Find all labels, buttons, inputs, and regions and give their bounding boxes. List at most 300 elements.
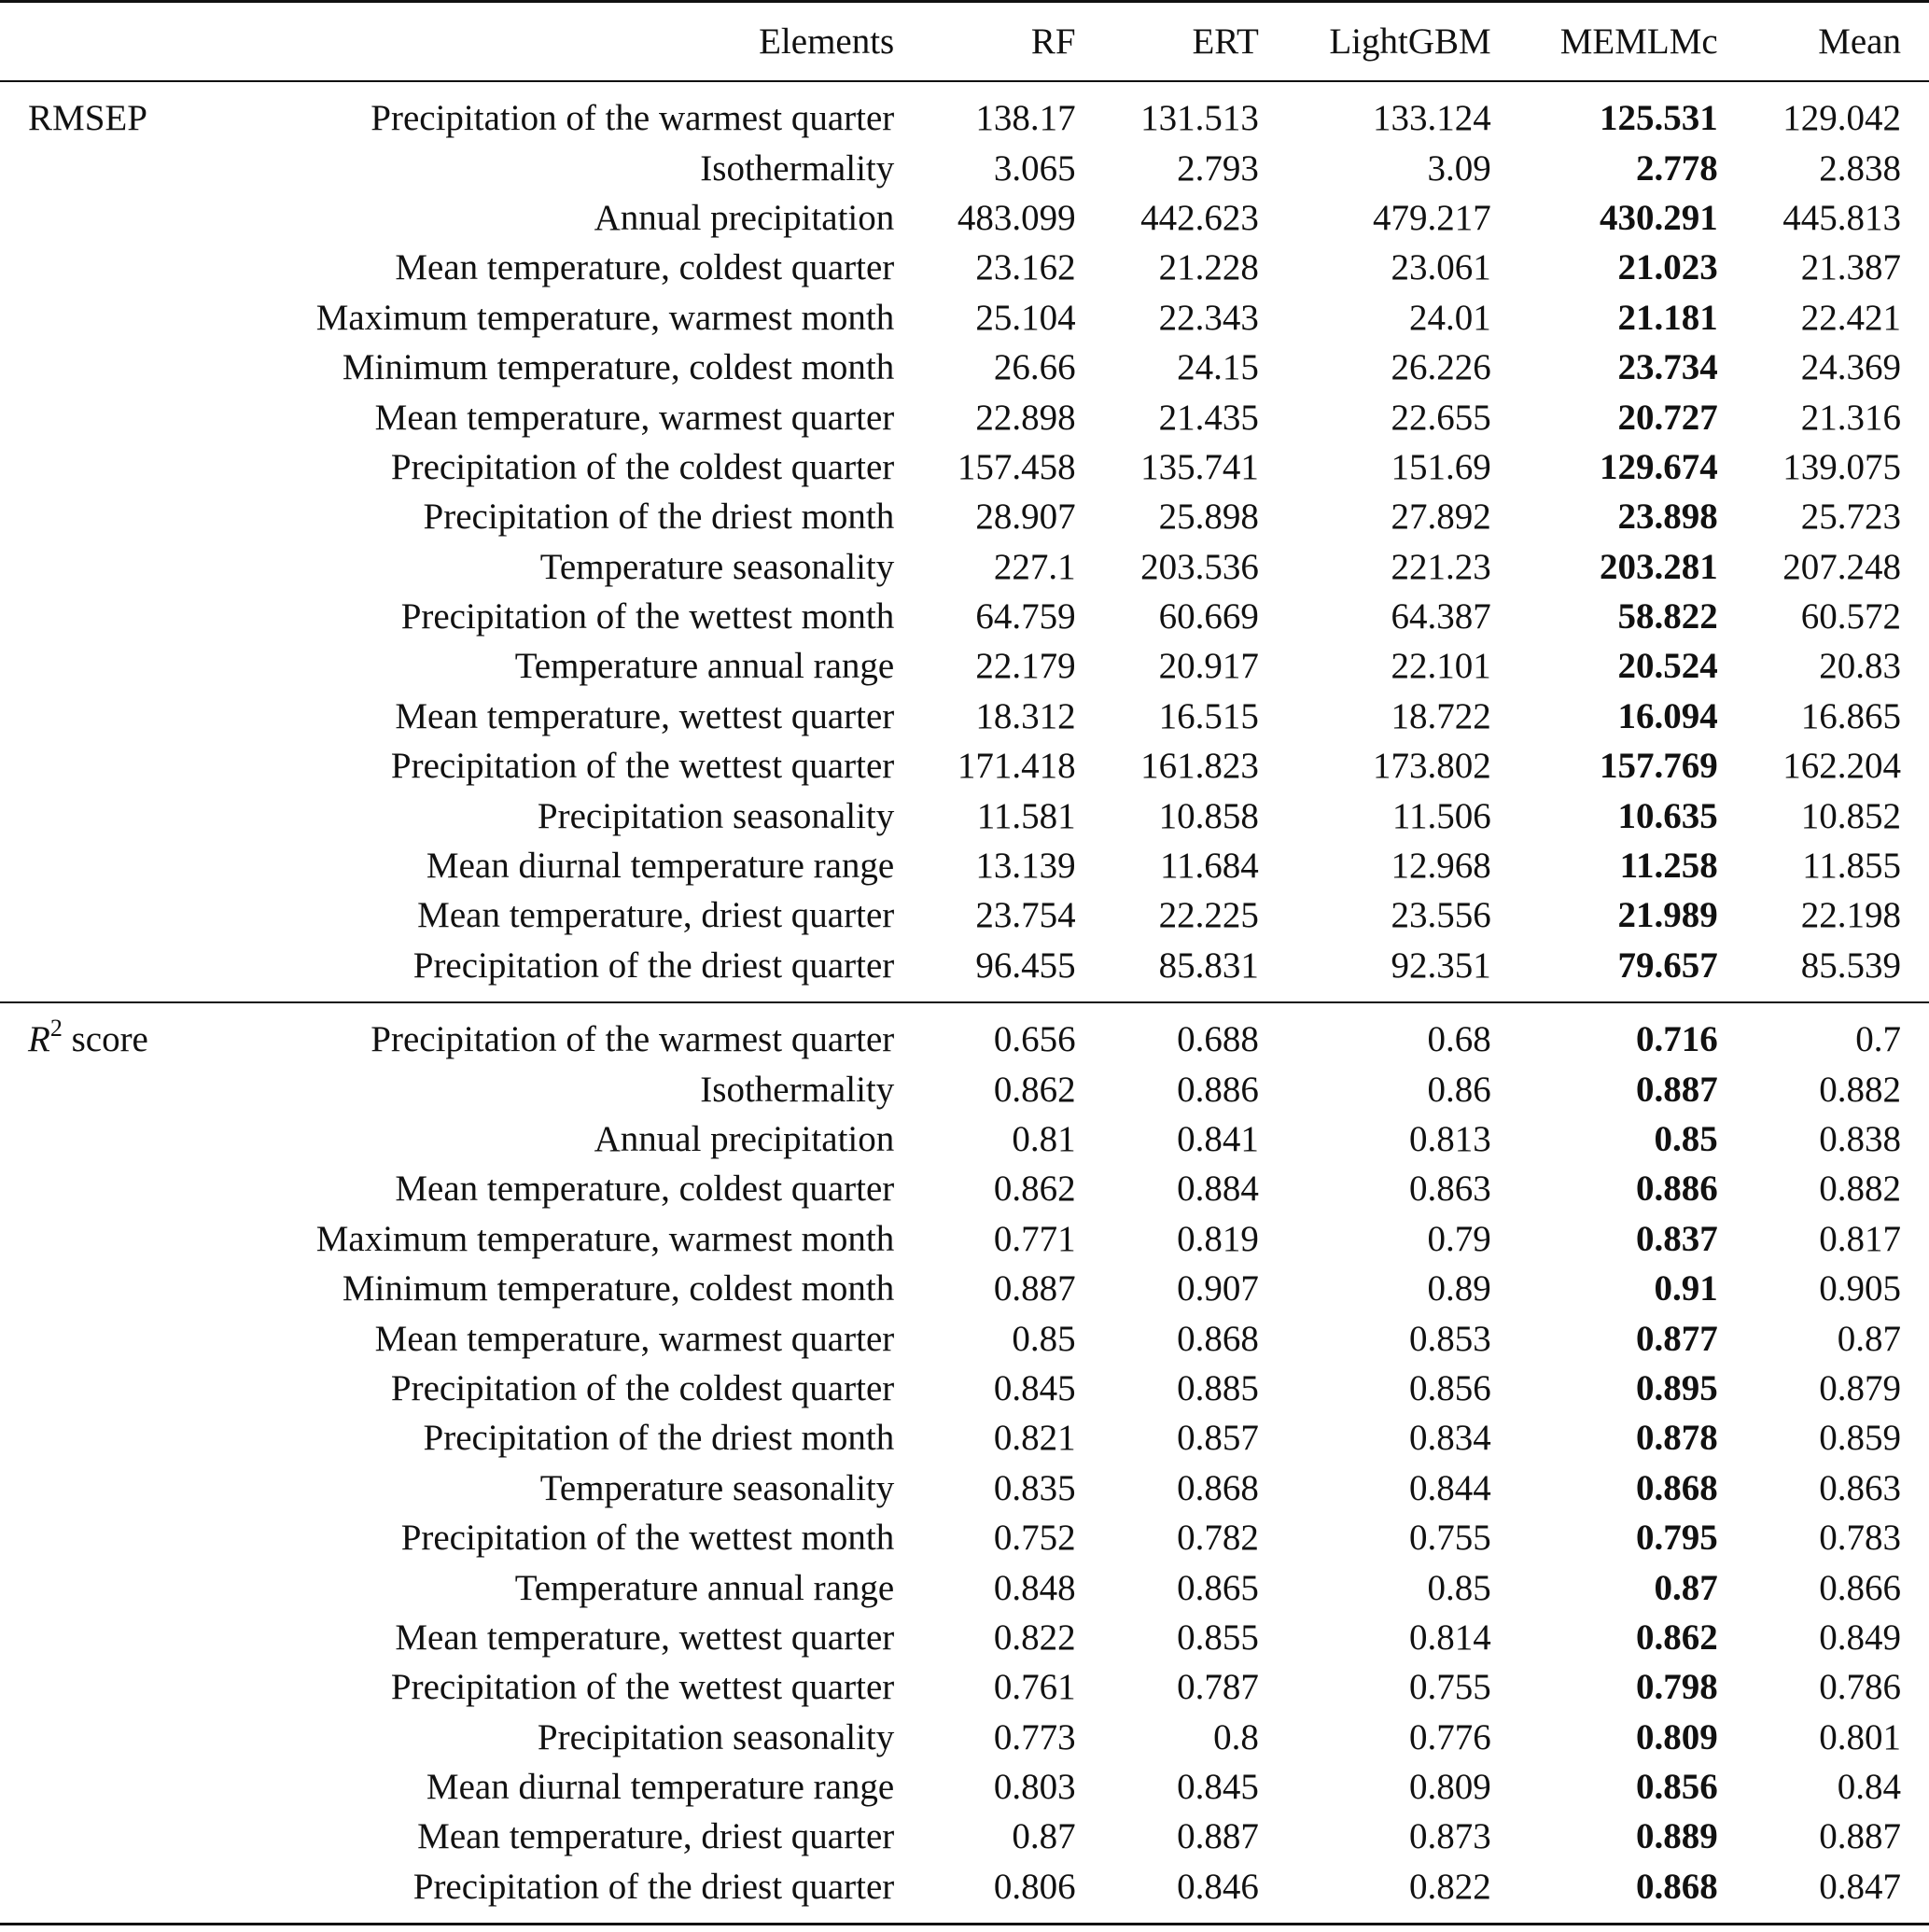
metric-label-empty xyxy=(0,1613,246,1662)
cell-rf: 227.1 xyxy=(993,546,1076,587)
cell-ert: 22.343 xyxy=(1158,297,1259,338)
table-row xyxy=(0,1214,1929,1264)
cell-rf: 64.759 xyxy=(975,596,1076,637)
cell-lightgbm: 0.853 xyxy=(1408,1318,1491,1359)
metric-label-empty xyxy=(0,492,246,541)
metric-label-empty xyxy=(0,1713,246,1762)
cell-lightgbm: 0.85 xyxy=(1427,1567,1491,1608)
cell-mean: 0.786 xyxy=(1819,1667,1901,1708)
cell-element: Mean temperature, coldest quarter xyxy=(395,247,895,288)
cell-rf: 0.835 xyxy=(993,1467,1076,1508)
cell-lightgbm: 0.89 xyxy=(1427,1268,1491,1309)
cell-element: Mean temperature, wettest quarter xyxy=(395,1617,895,1658)
cell-memlmc: 0.862 xyxy=(1635,1617,1718,1658)
metric-label-empty xyxy=(0,791,246,840)
cell-mean: 0.882 xyxy=(1819,1069,1901,1110)
cell-lightgbm: 24.01 xyxy=(1408,297,1491,338)
table-row xyxy=(0,641,1929,691)
table-row xyxy=(0,1164,1929,1213)
cell-memlmc: 0.87 xyxy=(1654,1567,1718,1608)
cell-memlmc: 0.887 xyxy=(1635,1069,1718,1110)
cell-element: Isothermality xyxy=(700,147,895,189)
cell-rf: 0.85 xyxy=(1012,1318,1076,1359)
cell-mean: 20.83 xyxy=(1819,646,1901,687)
cell-memlmc: 0.716 xyxy=(1635,1019,1718,1060)
cell-rf: 0.773 xyxy=(993,1716,1076,1757)
cell-element: Annual precipitation xyxy=(594,1119,895,1159)
cell-ert: 0.885 xyxy=(1177,1367,1259,1408)
metric-label-empty xyxy=(0,1463,246,1513)
cell-element: Precipitation of the driest month xyxy=(423,497,895,538)
table-row xyxy=(0,542,1929,592)
metric-label-empty xyxy=(0,1114,246,1164)
cell-lightgbm: 221.23 xyxy=(1391,546,1491,587)
cell-element: Annual precipitation xyxy=(594,197,895,238)
section-r2-score xyxy=(0,1002,1929,1925)
cell-memlmc: 21.023 xyxy=(1617,247,1718,288)
cell-memlmc: 10.635 xyxy=(1617,795,1718,836)
cell-memlmc: 0.91 xyxy=(1654,1268,1718,1309)
header-rf: RF xyxy=(894,2,1075,82)
cell-rf: 3.065 xyxy=(993,147,1076,189)
cell-memlmc: 0.795 xyxy=(1635,1518,1718,1559)
cell-memlmc: 21.989 xyxy=(1617,895,1718,936)
cell-ert: 0.855 xyxy=(1177,1617,1259,1658)
metric-label-empty xyxy=(0,1064,246,1113)
cell-element: Precipitation of the wettest month xyxy=(400,596,895,637)
cell-element: Precipitation of the driest month xyxy=(423,1418,895,1459)
cell-element: Mean temperature, warmest quarter xyxy=(374,1318,895,1359)
cell-rf: 25.104 xyxy=(975,297,1076,338)
cell-memlmc: 0.837 xyxy=(1635,1218,1718,1259)
cell-mean: 11.855 xyxy=(1802,846,1901,887)
cell-element: Mean temperature, coldest quarter xyxy=(395,1169,895,1210)
metric-label-empty xyxy=(0,941,246,1002)
table-row xyxy=(0,1264,1929,1313)
cell-ert: 0.841 xyxy=(1177,1119,1259,1159)
cell-ert: 11.684 xyxy=(1160,846,1259,887)
cell-mean: 0.887 xyxy=(1819,1816,1901,1857)
cell-element: Precipitation of the coldest quarter xyxy=(390,1367,895,1408)
table-row xyxy=(0,1064,1929,1113)
cell-mean: 22.421 xyxy=(1800,297,1901,338)
cell-mean: 21.387 xyxy=(1800,247,1901,288)
cell-lightgbm: 0.822 xyxy=(1259,1862,1491,1925)
cell-mean: 139.075 xyxy=(1782,446,1901,487)
cell-mean: 24.369 xyxy=(1800,347,1901,388)
cell-rf: 13.139 xyxy=(975,846,1076,887)
cell-lightgbm: 0.844 xyxy=(1408,1467,1491,1508)
cell-lightgbm: 92.351 xyxy=(1259,941,1491,1002)
cell-rf: 0.887 xyxy=(993,1268,1076,1309)
cell-rf: 483.099 xyxy=(957,197,1076,238)
cell-memlmc: 0.886 xyxy=(1635,1169,1718,1210)
cell-ert: 21.228 xyxy=(1158,247,1259,288)
table-row xyxy=(0,1114,1929,1164)
cell-element: Temperature annual range xyxy=(514,646,895,687)
cell-rf: 28.907 xyxy=(975,497,1076,538)
cell-mean: 60.572 xyxy=(1800,596,1901,637)
cell-rf: 11.581 xyxy=(976,795,1076,836)
cell-element: Precipitation of the driest quarter xyxy=(246,941,894,1002)
cell-element: Temperature seasonality xyxy=(539,546,895,587)
cell-ert: 161.823 xyxy=(1140,746,1259,787)
cell-mean: 2.838 xyxy=(1819,147,1901,189)
cell-rf: 0.87 xyxy=(1012,1816,1076,1857)
cell-ert: 24.15 xyxy=(1177,347,1259,388)
table-row xyxy=(0,1862,1929,1925)
cell-mean: 0.905 xyxy=(1819,1268,1901,1309)
cell-lightgbm: 11.506 xyxy=(1391,795,1491,836)
table-row xyxy=(0,1364,1929,1413)
header-memlmc: MEMLMc xyxy=(1491,2,1718,82)
cell-memlmc: 129.674 xyxy=(1599,446,1718,487)
cell-ert: 0.787 xyxy=(1177,1667,1259,1708)
table-row xyxy=(0,741,1929,791)
metric-label-empty xyxy=(0,641,246,691)
cell-mean: 0.879 xyxy=(1819,1367,1901,1408)
metric-label-empty xyxy=(0,1264,246,1313)
cell-memlmc: 0.856 xyxy=(1635,1767,1718,1808)
cell-ert: 203.536 xyxy=(1140,546,1259,587)
cell-mean: 0.882 xyxy=(1819,1169,1901,1210)
cell-ert: 0.884 xyxy=(1177,1169,1259,1210)
cell-ert: 0.846 xyxy=(1076,1862,1259,1925)
cell-ert: 0.845 xyxy=(1177,1767,1259,1808)
cell-lightgbm: 27.892 xyxy=(1391,497,1491,538)
cell-ert: 0.857 xyxy=(1177,1418,1259,1459)
cell-rf: 26.66 xyxy=(993,347,1076,388)
table-row xyxy=(0,1762,1929,1812)
metric-symbol: R xyxy=(28,1019,50,1060)
metric-label-empty xyxy=(0,1662,246,1712)
table-row xyxy=(0,392,1929,441)
cell-ert: 0.8 xyxy=(1213,1716,1259,1757)
cell-rf: 0.862 xyxy=(993,1169,1076,1210)
cell-ert: 135.741 xyxy=(1140,446,1259,487)
cell-element: Maximum temperature, warmest month xyxy=(315,297,895,338)
metric-label-empty xyxy=(0,592,246,641)
cell-lightgbm: 0.834 xyxy=(1408,1418,1491,1459)
cell-element: Precipitation seasonality xyxy=(537,1716,895,1757)
cell-memlmc: 0.868 xyxy=(1635,1467,1718,1508)
cell-mean: 207.248 xyxy=(1782,546,1901,587)
cell-lightgbm: 0.755 xyxy=(1408,1667,1491,1708)
cell-rf: 0.822 xyxy=(993,1617,1076,1658)
cell-rf: 96.455 xyxy=(894,941,1075,1002)
cell-memlmc: 23.734 xyxy=(1617,347,1718,388)
header-elements: Elements xyxy=(246,2,894,82)
table-row xyxy=(0,592,1929,641)
header-metric xyxy=(0,2,246,82)
cell-element: Precipitation seasonality xyxy=(537,795,895,836)
cell-mean: 0.7 xyxy=(1855,1019,1901,1060)
cell-mean: 22.198 xyxy=(1800,895,1901,936)
cell-rf: 0.806 xyxy=(894,1862,1075,1925)
cell-mean: 0.838 xyxy=(1819,1119,1901,1159)
cell-lightgbm: 26.226 xyxy=(1391,347,1491,388)
metric-label-r2-score xyxy=(0,1002,246,1064)
table-row xyxy=(0,343,1929,392)
cell-lightgbm: 133.124 xyxy=(1372,98,1491,139)
cell-memlmc: 0.889 xyxy=(1635,1816,1718,1857)
cell-lightgbm: 23.556 xyxy=(1391,895,1491,936)
metric-label-empty xyxy=(0,293,246,343)
cell-mean: 0.859 xyxy=(1819,1418,1901,1459)
table-row xyxy=(0,1002,1929,1064)
cell-mean: 162.204 xyxy=(1782,746,1901,787)
cell-element: Precipitation of the coldest quarter xyxy=(390,446,895,487)
metric-label-empty xyxy=(0,193,246,243)
cell-memlmc: 157.769 xyxy=(1599,746,1718,787)
cell-ert: 0.819 xyxy=(1177,1218,1259,1259)
cell-mean: 0.863 xyxy=(1819,1467,1901,1508)
cell-memlmc: 21.181 xyxy=(1617,297,1718,338)
cell-rf: 171.418 xyxy=(957,746,1076,787)
metric-label-empty xyxy=(0,1313,246,1363)
cell-ert: 0.907 xyxy=(1177,1268,1259,1309)
table-row xyxy=(0,81,1929,143)
cell-mean: 16.865 xyxy=(1800,695,1901,736)
cell-ert: 0.782 xyxy=(1177,1518,1259,1559)
cell-ert: 10.858 xyxy=(1158,795,1259,836)
cell-rf: 18.312 xyxy=(975,695,1076,736)
metric-label-empty xyxy=(0,343,246,392)
cell-memlmc: 79.657 xyxy=(1491,941,1718,1002)
table-row xyxy=(0,941,1929,1002)
cell-ert: 0.688 xyxy=(1177,1019,1259,1060)
cell-element: Minimum temperature, coldest month xyxy=(342,347,895,388)
table-row xyxy=(0,1713,1929,1762)
metric-label-empty xyxy=(0,1413,246,1463)
cell-lightgbm: 0.68 xyxy=(1427,1019,1491,1060)
cell-mean: 0.84 xyxy=(1837,1767,1901,1808)
cell-lightgbm: 12.968 xyxy=(1391,846,1491,887)
cell-lightgbm: 479.217 xyxy=(1372,197,1491,238)
cell-lightgbm: 0.873 xyxy=(1408,1816,1491,1857)
cell-rf: 22.898 xyxy=(975,397,1076,438)
cell-rf: 23.754 xyxy=(975,895,1076,936)
cell-rf: 0.761 xyxy=(993,1667,1076,1708)
cell-memlmc: 11.258 xyxy=(1619,846,1718,887)
header-lightgbm: LightGBM xyxy=(1259,2,1491,82)
cell-ert: 0.865 xyxy=(1177,1567,1259,1608)
metric-label-empty xyxy=(0,1862,246,1925)
metric-label-empty xyxy=(0,442,246,492)
cell-memlmc: 0.798 xyxy=(1635,1667,1718,1708)
cell-mean: 0.783 xyxy=(1819,1518,1901,1559)
metric-label-empty xyxy=(0,143,246,192)
metric-label-rmsep: RMSEP xyxy=(28,98,147,139)
cell-mean: 10.852 xyxy=(1800,795,1901,836)
cell-element: Isothermality xyxy=(700,1069,895,1110)
cell-ert: 22.225 xyxy=(1158,895,1259,936)
metric-label-empty xyxy=(0,1364,246,1413)
cell-element: Mean temperature, warmest quarter xyxy=(374,397,895,438)
table-row xyxy=(0,791,1929,840)
cell-mean: 21.316 xyxy=(1800,397,1901,438)
header-mean: Mean xyxy=(1718,2,1929,82)
cell-rf: 23.162 xyxy=(975,247,1076,288)
metric-superscript: 2 xyxy=(49,1015,63,1043)
cell-mean: 0.866 xyxy=(1819,1567,1901,1608)
metric-label-text: score xyxy=(62,1019,148,1060)
cell-mean: 0.849 xyxy=(1819,1617,1901,1658)
cell-mean: 0.801 xyxy=(1819,1716,1901,1757)
cell-rf: 0.771 xyxy=(993,1218,1076,1259)
cell-rf: 0.803 xyxy=(993,1767,1076,1808)
cell-lightgbm: 0.863 xyxy=(1408,1169,1491,1210)
cell-lightgbm: 3.09 xyxy=(1427,147,1491,189)
cell-ert: 442.623 xyxy=(1140,197,1259,238)
cell-ert: 20.917 xyxy=(1158,646,1259,687)
cell-element: Mean diurnal temperature range xyxy=(426,1767,895,1808)
cell-memlmc: 16.094 xyxy=(1617,695,1718,736)
table-row xyxy=(0,442,1929,492)
cell-rf: 0.752 xyxy=(993,1518,1076,1559)
cell-ert: 25.898 xyxy=(1158,497,1259,538)
cell-element: Mean diurnal temperature range xyxy=(426,846,895,887)
cell-lightgbm: 22.101 xyxy=(1391,646,1491,687)
cell-lightgbm: 0.86 xyxy=(1427,1069,1491,1110)
table-row xyxy=(0,1613,1929,1662)
cell-element: Temperature seasonality xyxy=(539,1467,895,1508)
cell-lightgbm: 0.856 xyxy=(1408,1367,1491,1408)
cell-memlmc: 2.778 xyxy=(1635,147,1718,189)
table-row xyxy=(0,143,1929,192)
cell-memlmc: 20.524 xyxy=(1617,646,1718,687)
cell-ert: 0.868 xyxy=(1177,1318,1259,1359)
cell-memlmc: 430.291 xyxy=(1599,197,1718,238)
cell-element: Mean temperature, driest quarter xyxy=(417,895,895,936)
cell-lightgbm: 0.814 xyxy=(1408,1617,1491,1658)
cell-memlmc: 0.895 xyxy=(1635,1367,1718,1408)
cell-memlmc: 23.898 xyxy=(1617,497,1718,538)
header-ert: ERT xyxy=(1076,2,1259,82)
cell-ert: 60.669 xyxy=(1158,596,1259,637)
metric-label-empty xyxy=(0,741,246,791)
cell-rf: 0.845 xyxy=(993,1367,1076,1408)
metric-label-empty xyxy=(0,1562,246,1612)
cell-lightgbm: 0.776 xyxy=(1408,1716,1491,1757)
cell-rf: 22.179 xyxy=(975,646,1076,687)
cell-ert: 21.435 xyxy=(1158,397,1259,438)
cell-ert: 0.887 xyxy=(1177,1816,1259,1857)
metric-label-empty xyxy=(0,841,246,890)
metric-label-empty xyxy=(0,1164,246,1213)
cell-ert: 131.513 xyxy=(1140,98,1259,139)
cell-mean: 0.87 xyxy=(1837,1318,1901,1359)
cell-lightgbm: 0.809 xyxy=(1408,1767,1491,1808)
cell-memlmc: 203.281 xyxy=(1599,546,1718,587)
table-row xyxy=(0,1812,1929,1861)
cell-rf: 138.17 xyxy=(975,98,1076,139)
metric-label-empty xyxy=(0,542,246,592)
metric-label-empty xyxy=(0,692,246,741)
metric-label-empty xyxy=(0,1812,246,1861)
cell-element: Mean temperature, driest quarter xyxy=(417,1816,895,1857)
metric-label-empty xyxy=(0,243,246,292)
table-row xyxy=(0,1513,1929,1562)
cell-ert: 2.793 xyxy=(1177,147,1259,189)
cell-lightgbm: 22.655 xyxy=(1391,397,1491,438)
cell-lightgbm: 0.79 xyxy=(1427,1218,1491,1259)
cell-ert: 85.831 xyxy=(1076,941,1259,1002)
cell-ert: 16.515 xyxy=(1158,695,1259,736)
cell-element: Precipitation of the wettest month xyxy=(400,1518,895,1559)
cell-rf: 0.656 xyxy=(993,1019,1076,1060)
cell-mean: 0.847 xyxy=(1718,1862,1929,1925)
metric-label-empty xyxy=(0,1214,246,1264)
cell-memlmc: 0.868 xyxy=(1491,1862,1718,1925)
cell-lightgbm: 0.813 xyxy=(1408,1119,1491,1159)
table-row xyxy=(0,692,1929,741)
cell-mean: 85.539 xyxy=(1718,941,1929,1002)
table-row xyxy=(0,1562,1929,1612)
metric-label-empty xyxy=(0,392,246,441)
cell-ert: 0.886 xyxy=(1177,1069,1259,1110)
table-row xyxy=(0,1313,1929,1363)
section-rmsep xyxy=(0,81,1929,1002)
table-row xyxy=(0,1463,1929,1513)
cell-rf: 157.458 xyxy=(957,446,1076,487)
cell-memlmc: 125.531 xyxy=(1599,98,1718,139)
cell-mean: 0.817 xyxy=(1819,1218,1901,1259)
cell-memlmc: 58.822 xyxy=(1617,596,1718,637)
cell-ert: 0.868 xyxy=(1177,1467,1259,1508)
table-row xyxy=(0,492,1929,541)
cell-rf: 0.848 xyxy=(993,1567,1076,1608)
cell-rf: 0.862 xyxy=(993,1069,1076,1110)
cell-lightgbm: 0.755 xyxy=(1408,1518,1491,1559)
cell-element: Precipitation of the driest quarter xyxy=(246,1862,894,1925)
cell-rf: 0.821 xyxy=(993,1418,1076,1459)
cell-memlmc: 0.85 xyxy=(1654,1119,1718,1159)
cell-lightgbm: 64.387 xyxy=(1391,596,1491,637)
cell-element: Precipitation of the warmest quarter xyxy=(370,98,895,139)
cell-memlmc: 0.877 xyxy=(1635,1318,1718,1359)
table-row xyxy=(0,293,1929,343)
table-row xyxy=(0,841,1929,890)
cell-lightgbm: 173.802 xyxy=(1372,746,1491,787)
cell-element: Precipitation of the wettest quarter xyxy=(390,746,895,787)
table-row xyxy=(0,193,1929,243)
cell-lightgbm: 23.061 xyxy=(1391,247,1491,288)
cell-mean: 129.042 xyxy=(1782,98,1901,139)
cell-element: Temperature annual range xyxy=(514,1567,895,1608)
cell-lightgbm: 151.69 xyxy=(1391,446,1491,487)
cell-element: Mean temperature, wettest quarter xyxy=(395,695,895,736)
table-row xyxy=(0,243,1929,292)
cell-memlmc: 0.878 xyxy=(1635,1418,1718,1459)
table-row xyxy=(0,890,1929,940)
table-row xyxy=(0,1413,1929,1463)
metric-label-empty xyxy=(0,1762,246,1812)
table-row xyxy=(0,1662,1929,1712)
cell-element: Precipitation of the warmest quarter xyxy=(370,1019,895,1060)
cell-element: Minimum temperature, coldest month xyxy=(342,1268,895,1309)
cell-mean: 25.723 xyxy=(1800,497,1901,538)
cell-memlmc: 0.809 xyxy=(1635,1716,1718,1757)
cell-element: Precipitation of the wettest quarter xyxy=(390,1667,895,1708)
metric-label-empty xyxy=(0,1513,246,1562)
cell-element: Maximum temperature, warmest month xyxy=(315,1218,895,1259)
cell-memlmc: 20.727 xyxy=(1617,397,1718,438)
cell-lightgbm: 18.722 xyxy=(1391,695,1491,736)
metric-label-empty xyxy=(0,890,246,940)
cell-mean: 445.813 xyxy=(1782,197,1901,238)
cell-rf: 0.81 xyxy=(1012,1119,1076,1159)
